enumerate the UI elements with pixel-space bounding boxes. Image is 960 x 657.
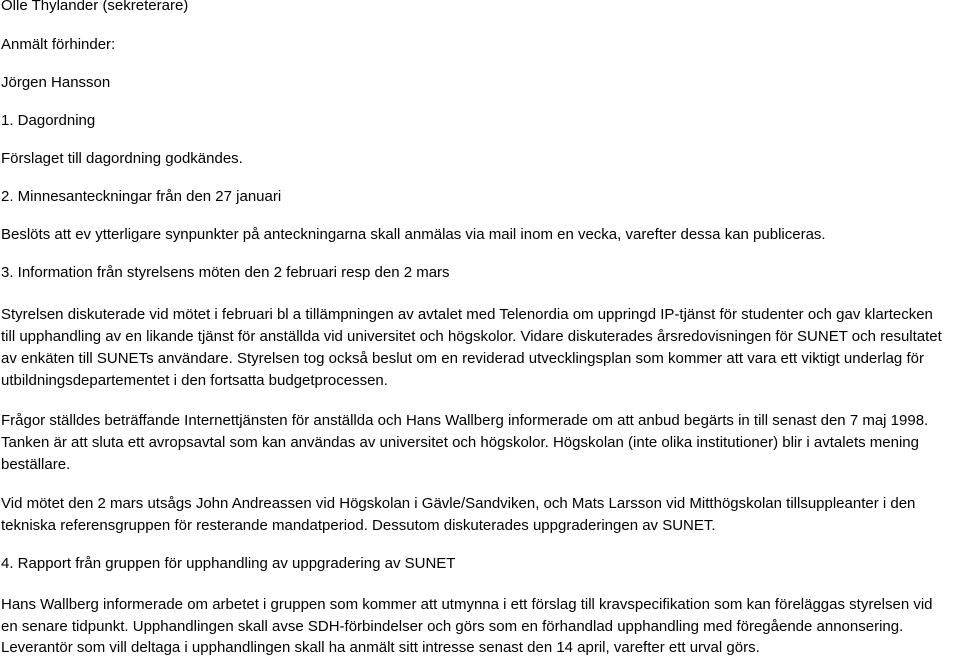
section-4-p1-line: Hans Wallberg informerade om arbetet i gruppen som kommer att utmynna i ett förslag till kravspecifikation som kan föreläggas styrelsen vid [1, 596, 933, 613]
section-3-p1-line: av enkäten till SUNETs användare. Styrelsen tog också beslut om en reviderad utvecklingsplan som kommer att vara ett viktigt underlag för [1, 350, 924, 367]
section-2-text: Beslöts att ev ytterligare synpunkter på anteckningarna skall anmälas via mail inom en vecka, varefter dessa kan publiceras. [1, 226, 826, 243]
section-3-p2-line: Frågor ställdes beträffande Internettjänsten för anställda och Hans Wallberg informerade om att anbud begärts in till senast den 7 maj 1998. [1, 412, 929, 429]
attendee-secretary: Olle Thylander (sekreterare) [1, 0, 189, 14]
section-3-p2-line: beställare. [1, 456, 71, 473]
section-4-p1-line: Leverantör som vill deltaga i upphandlingen skall ha anmält sitt intresse senast den 14 april, varefter ett urval görs. [1, 639, 760, 656]
section-3-p2-line: Tanken är att sluta ett avropsavtal som kan användas av universitet och högskolor. Högskolan (inte olika institutioner) blir i avtalets mening [1, 434, 919, 451]
section-4-p1-line: en senare tidpunkt. Upphandlingen skall avse SDH-förbindelser och görs som en förhandlad upphandling med föregående annonsering. [1, 618, 904, 635]
section-3-heading: 3. Information från styrelsens möten den 2 februari resp den 2 mars [1, 264, 450, 281]
section-3-p1-line: utbildningsdepartementet i den fortsatta budgetprocessen. [1, 372, 388, 389]
section-1-heading: 1. Dagordning [1, 112, 96, 129]
absent-heading: Anmält förhinder: [1, 36, 116, 53]
section-1-text: Förslaget till dagordning godkändes. [1, 150, 243, 167]
section-3-p1-line: Styrelsen diskuterade vid mötet i februari bl a tillämpningen av avtalet med Telenordia om uppringd IP-tjänst för studenter och gav klartecken [1, 306, 933, 323]
absent-name: Jörgen Hansson [1, 74, 111, 91]
section-4-heading: 4. Rapport från gruppen för upphandling av uppgradering av SUNET [1, 555, 456, 572]
section-3-p3-line: tekniska referensgruppen för resterande mandatperiod. Dessutom diskuterades uppgraderingen av SUNET. [1, 517, 716, 534]
section-3-p1-line: till upphandling av en likande tjänst för anställda vid universitet och högskolor. Vidare diskuterades årsredovisningen för SUNET och resultatet [1, 328, 942, 345]
section-2-heading: 2. Minnesanteckningar från den 27 januari [1, 188, 282, 205]
section-3-p3-line: Vid mötet den 2 mars utsågs John Andreassen vid Högskolan i Gävle/Sandviken, och Mats Larsson vid Mitthögskolan tillsuppleanter i den [1, 495, 916, 512]
